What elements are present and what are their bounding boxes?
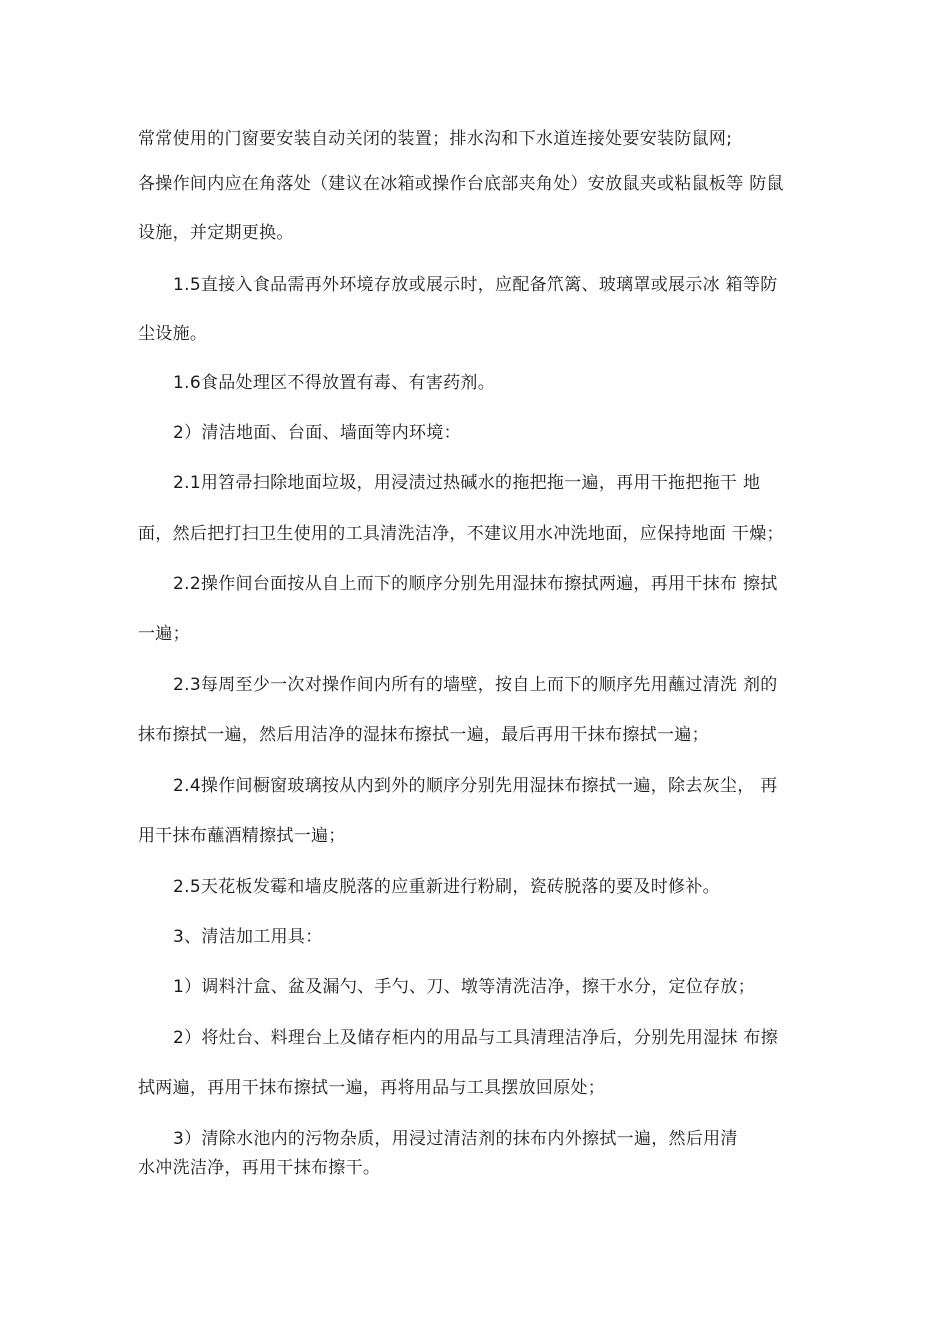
text-line: 2.4操作间橱窗玻璃按从内到外的顺序分别先用湿抹布擦拭一遍，除去灰尘， 再: [173, 776, 778, 796]
text-line: 一遍；: [138, 624, 190, 644]
text-line: 3、清洁加工用具：: [173, 927, 323, 947]
text-line: 设施，并定期更换。: [138, 223, 294, 243]
text-line: 抹布擦拭一遍，然后用洁净的湿抹布擦拭一遍，最后再用干抹布擦拭一遍；: [138, 725, 709, 745]
text-line: 1.6食品处理区不得放置有毒、有害药剂。: [173, 373, 496, 393]
text-line: 3）清除水池内的污物杂质，用浸过清洁剂的抹布内外擦拭一遍，然后用清: [173, 1129, 738, 1149]
text-line: 1.5直接入食品需再外环境存放或展示时，应配备笊篱、玻璃罩或展示冰 箱等防: [173, 275, 778, 295]
text-line: 2.1用笤帚扫除地面垃圾，用浸渍过热碱水的拖把拖一遍，再用干拖把拖干 地: [173, 473, 761, 493]
text-line: 1）调料汁盒、盆及漏勺、手勺、刀、墩等清洗洁净，擦干水分，定位存放；: [173, 977, 756, 997]
text-line: 2）将灶台、料理台上及储存柜内的用品与工具清理洁净后，分别先用湿抹 布擦: [173, 1028, 779, 1048]
text-line: 2）清洁地面、台面、墙面等内环境：: [173, 423, 461, 443]
text-line: 2.2操作间台面按从自上而下的顺序分别先用湿抹布擦拭两遍，再用干抹布 擦拭: [173, 574, 778, 594]
text-line: 各操作间内应在角落处（建议在冰箱或操作台底部夹角处）安放鼠夹或粘鼠板等 防鼠: [138, 174, 784, 194]
text-line: 2.3每周至少一次对操作间内所有的墙壁，按自上而下的顺序先用蘸过清洗 剂的: [173, 675, 778, 695]
text-line: 用干抹布蘸酒精擦拭一遍；: [138, 826, 346, 846]
text-line: 拭两遍，再用干抹布擦拭一遍，再将用品与工具摆放回原处；: [138, 1078, 606, 1098]
text-line: 面，然后把打扫卫生使用的工具清洗洁净，不建议用水冲洗地面，应保持地面 干燥；: [138, 524, 784, 544]
text-line: 2.5天花板发霉和墙皮脱落的应重新进行粉刷，瓷砖脱落的要及时修补。: [173, 877, 720, 897]
text-line: 尘设施。: [138, 324, 208, 344]
text-line: 水冲洗洁净，再用干抹布擦干。: [138, 1158, 381, 1178]
text-line: 常常使用的门窗要安装自动关闭的装置；排水沟和下水道连接处要安装防鼠网;: [138, 129, 733, 149]
